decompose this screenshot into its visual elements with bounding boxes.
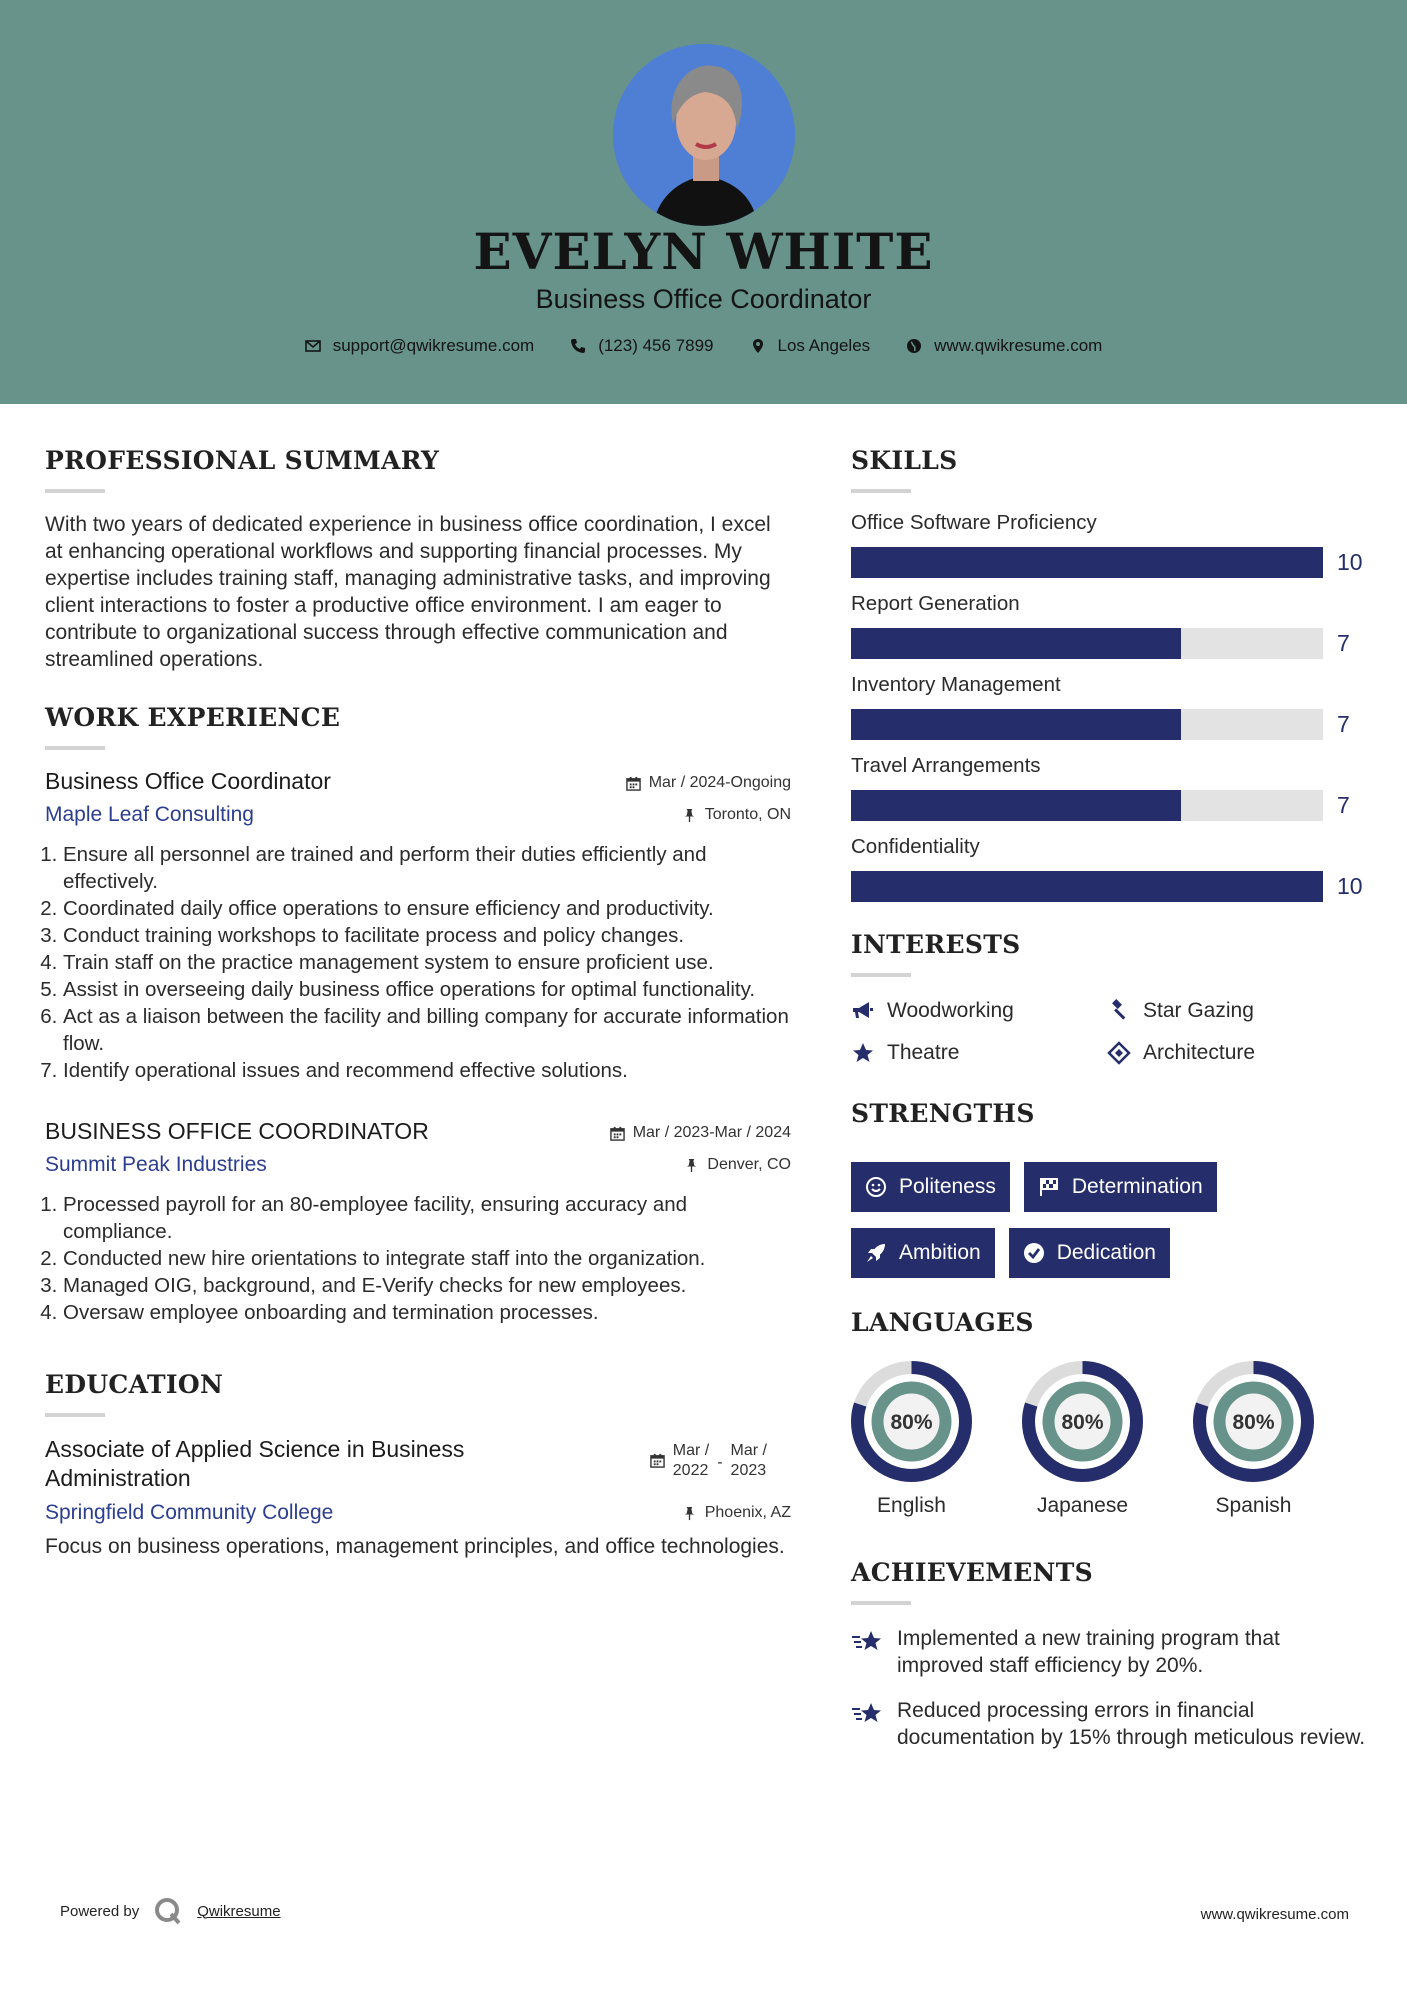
skills-title: SKILLS (851, 446, 958, 475)
section-divider (851, 489, 911, 493)
pushpin-icon (684, 1158, 699, 1173)
achievement-text: Implemented a new training program that improved staff efficiency by 20%. (897, 1627, 1280, 1677)
strength-badge (851, 1162, 1010, 1212)
skills-section (851, 446, 1366, 902)
gavel-icon (1107, 999, 1131, 1023)
school-location (682, 1504, 791, 1522)
achievements-section (851, 1558, 1366, 1751)
globe-icon (906, 338, 922, 354)
list-item: 6. Act as a liaison between the facility and billing company for accurate information flow. (63, 1003, 791, 1057)
language-label: Japanese (1036, 1494, 1129, 1517)
website-text: www.qwikresume.com (934, 336, 1103, 355)
list-item: 2. Conducted new hire orientations to integrate staff into the organization. (63, 1245, 791, 1272)
duties-list (45, 1191, 791, 1326)
ring-percent: 80% (890, 1411, 933, 1434)
skill-item (851, 592, 1366, 659)
skill-bar-fill (851, 628, 1181, 659)
brand-link[interactable]: Qwikresume (197, 1902, 281, 1920)
language-ring (851, 1361, 972, 1482)
skill-bar-track (851, 709, 1323, 740)
skill-bar-track (851, 628, 1323, 659)
list-item: 7. Identify operational issues and recommend effective solutions. (63, 1057, 791, 1084)
language-label: English (877, 1494, 946, 1517)
end-month: Mar / (730, 1442, 767, 1459)
job-dates-text: Mar / 2023-Mar / 2024 (632, 1124, 791, 1141)
contact-phone[interactable] (570, 336, 713, 356)
skill-value: 7 (1337, 630, 1350, 656)
achievement-text: Reduced processing errors in financial documentation by 15% through meticulous review. (897, 1699, 1366, 1749)
job-location (682, 806, 791, 824)
skill-name: Confidentiality (851, 835, 980, 858)
section-divider (45, 746, 105, 750)
strength-label: Dedication (1056, 1241, 1156, 1264)
section-divider (45, 489, 105, 493)
job-company: Summit Peak Industries (45, 1153, 267, 1176)
job-dates-text: Mar / 2024-Ongoing (648, 774, 791, 791)
skill-value: 7 (1337, 792, 1350, 818)
ticket-icon (1107, 1041, 1131, 1065)
school-location-text: Phoenix, AZ (704, 1504, 791, 1521)
resume-header (0, 0, 1407, 404)
interest-label: Star Gazing (1143, 999, 1254, 1022)
job-location-text: Denver, CO (707, 1156, 791, 1173)
interest-item (1107, 1041, 1347, 1065)
education-description: Focus on business operations, management principles, and office technologies. (45, 1535, 785, 1558)
education-dates (650, 1441, 767, 1481)
shooting-star-icon (851, 1699, 883, 1727)
skill-bar-fill (851, 709, 1181, 740)
ring-percent: 80% (1232, 1411, 1275, 1434)
rocket-icon (865, 1242, 887, 1264)
interests-section (851, 930, 1366, 1065)
education-section (45, 1370, 791, 1560)
list-item: 2. Coordinated daily office operations to ensure efficiency and productivity. (63, 895, 791, 922)
skill-item (851, 511, 1366, 578)
section-divider (45, 1413, 105, 1417)
avatar (613, 44, 795, 226)
achievements-title: ACHIEVEMENTS (851, 1558, 1093, 1587)
footer-website[interactable]: www.qwikresume.com (1200, 1906, 1349, 1923)
candidate-name: EVELYN WHITE (473, 222, 934, 281)
strength-badge (1009, 1228, 1170, 1278)
megaphone-icon (851, 999, 875, 1023)
powered-by-text: Powered by (60, 1902, 140, 1920)
interest-label: Theatre (887, 1041, 960, 1064)
skill-bar-fill (851, 790, 1181, 821)
job-company: Maple Leaf Consulting (45, 803, 254, 826)
star-icon (851, 1041, 875, 1065)
skill-bar-track (851, 790, 1323, 821)
left-column (45, 446, 791, 1560)
section-divider (851, 1601, 911, 1605)
strength-label: Ambition (899, 1241, 981, 1264)
summary-text: With two years of dedicated experience in business office coordination, I excel at enhancing operational workflows and supporting financial processes. My expertise includes training staff, managing administrative tasks, and improving client interactions to foster a productive office environment. I am eager to contribute to organizational success through effective communication and streamlined operations. (45, 513, 771, 671)
map-pin-icon (750, 338, 766, 354)
location-text: Los Angeles (777, 336, 871, 355)
contact-bar (0, 336, 1407, 356)
skill-value: 10 (1337, 873, 1363, 899)
job-dates (610, 1124, 791, 1142)
job-dates (626, 774, 791, 792)
strengths-section (851, 1099, 1366, 1278)
list-item: 3. Conduct training workshops to facilitate process and policy changes. (63, 922, 791, 949)
experience-section (45, 703, 791, 1326)
interests-title: INTERESTS (851, 930, 1021, 959)
school-name: Springfield Community College (45, 1501, 334, 1524)
calendar-icon (626, 776, 641, 791)
flag-icon (1038, 1176, 1060, 1198)
date-separator: - (717, 1454, 723, 1471)
smile-icon (865, 1176, 887, 1198)
ring-percent: 80% (1061, 1411, 1104, 1434)
summary-section (45, 446, 791, 673)
pushpin-icon (682, 808, 697, 823)
pushpin-icon (682, 1506, 697, 1521)
skill-value: 7 (1337, 711, 1350, 737)
skill-value: 10 (1337, 549, 1363, 575)
job-role: BUSINESS OFFICE COORDINATOR (45, 1118, 429, 1144)
skill-name: Travel Arrangements (851, 754, 1041, 777)
skill-bar-track (851, 871, 1323, 902)
skill-item (851, 673, 1366, 740)
skill-name: Inventory Management (851, 673, 1061, 696)
envelope-icon (305, 338, 321, 354)
list-item: 1. Processed payroll for an 80-employee facility, ensuring accuracy and compliance. (63, 1191, 791, 1245)
start-year: 2022 (672, 1462, 709, 1479)
strength-label: Politeness (899, 1175, 996, 1198)
contact-location (750, 336, 871, 356)
experience-title: WORK EXPERIENCE (45, 703, 341, 732)
phone-icon (570, 338, 586, 354)
language-ring (1193, 1361, 1314, 1482)
footer-powered-by (60, 1896, 281, 1926)
strength-badge (1024, 1162, 1217, 1212)
language-ring (1022, 1361, 1143, 1482)
list-item: 1. Ensure all personnel are trained and perform their duties efficiently and effectively. (63, 841, 791, 895)
interest-item (851, 999, 1107, 1023)
job-role: Business Office Coordinator (45, 768, 331, 794)
achievement-item (851, 1697, 1366, 1751)
list-item: 4. Train staff on the practice management system to ensure proficient use. (63, 949, 791, 976)
email-text: support@qwikresume.com (332, 336, 535, 355)
candidate-title: Business Office Coordinator (535, 284, 872, 314)
calendar-icon (650, 1453, 665, 1468)
achievement-item (851, 1625, 1366, 1679)
contact-website[interactable] (906, 336, 1102, 356)
degree-name: Associate of Applied Science in Business Administration (45, 1436, 465, 1491)
interest-label: Architecture (1143, 1041, 1256, 1064)
job-entry-1 (45, 768, 791, 1084)
skill-bar-fill (851, 547, 1323, 578)
skill-item (851, 835, 1366, 902)
job-location-text: Toronto, ON (704, 806, 791, 823)
end-year: 2023 (730, 1462, 767, 1479)
skill-bar-fill (851, 871, 1323, 902)
shooting-star-icon (851, 1627, 883, 1655)
list-item: 3. Managed OIG, background, and E-Verify checks for new employees. (63, 1272, 791, 1299)
profile-photo (613, 44, 795, 226)
education-title: EDUCATION (45, 1370, 224, 1399)
language-item (851, 1361, 972, 1518)
summary-title: PROFESSIONAL SUMMARY (45, 446, 440, 475)
strengths-title: STRENGTHS (851, 1099, 1035, 1128)
languages-section (851, 1308, 1366, 1518)
list-item: 4. Oversaw employee onboarding and termination processes. (63, 1299, 791, 1326)
languages-title: LANGUAGES (851, 1308, 1034, 1337)
calendar-icon (610, 1126, 625, 1141)
list-item: 5. Assist in overseeing daily business office operations for optimal functionality. (63, 976, 791, 1003)
qwikresume-logo-icon (153, 1896, 183, 1926)
language-label: Spanish (1215, 1494, 1292, 1517)
section-divider (851, 973, 911, 977)
start-month: Mar / (672, 1442, 710, 1459)
job-location (684, 1156, 791, 1174)
phone-text: (123) 456 7899 (598, 336, 714, 355)
skill-name: Report Generation (851, 592, 1020, 615)
skill-item (851, 754, 1366, 821)
check-circle-icon (1023, 1242, 1045, 1264)
contact-email[interactable] (305, 336, 535, 356)
language-item (1022, 1361, 1143, 1518)
language-item (1193, 1361, 1314, 1518)
job-entry-2 (45, 1118, 791, 1326)
strength-label: Determination (1071, 1175, 1203, 1198)
interest-label: Woodworking (887, 999, 1014, 1022)
duties-list (45, 841, 791, 1084)
right-column (851, 446, 1366, 1769)
skills-list (851, 511, 1366, 902)
interest-item (851, 1041, 1107, 1065)
skill-name: Office Software Proficiency (851, 511, 1097, 534)
interest-item (1107, 999, 1347, 1023)
skill-bar-track (851, 547, 1323, 578)
strength-badge (851, 1228, 995, 1278)
